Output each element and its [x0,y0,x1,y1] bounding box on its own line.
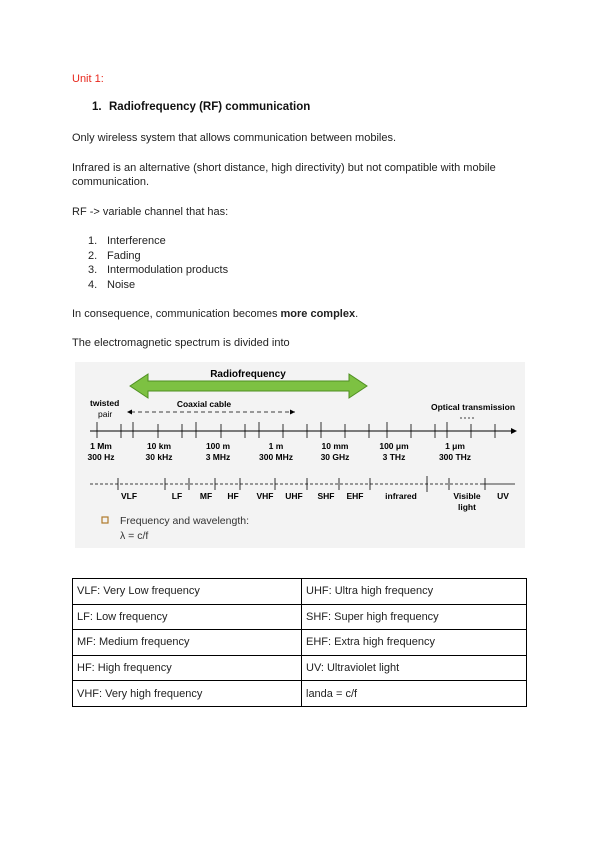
list-item: 4. Noise [88,279,136,292]
band-label: VHF [256,491,274,501]
section-heading [92,101,310,113]
list-item: 1. Interference [88,235,166,247]
note-title: Frequency and wavelength: [120,515,249,527]
band-label: UHF [285,491,303,501]
paragraph-consequence: In consequence, communication becomes more complex. [72,308,359,320]
table-cell: VLF: Very Low frequency [73,579,302,605]
twisted-label: twisted [90,398,120,408]
table-cell: VHF: Very high frequency [73,681,302,707]
note-formula: λ = c/f [120,530,149,542]
section-title: Radiofrequency (RF) communication [109,101,311,113]
paragraph-spectrum-intro: The electromagnetic spectrum is divided into [72,337,290,349]
tick-wavelength: 10 mm [321,441,349,451]
table-row [73,681,527,707]
tick-frequency: 3 MHz [205,452,231,462]
table-cell: UV: Ultraviolet light [302,655,527,681]
channel-issues-list [88,234,228,293]
tick-wavelength: 1 μm [445,441,465,451]
visible-label: Visible [453,491,481,501]
table-row [73,579,527,605]
radiofrequency-label: Radiofrequency [210,369,286,380]
band-label: VLF [120,491,138,501]
band-label: SHF [317,491,335,501]
tick-wavelength: 10 km [146,441,172,451]
band-label: infrared [385,491,417,501]
table-cell: HF: High frequency [73,655,302,681]
table-cell: UHF: Ultra high frequency [302,579,527,605]
table-row [73,630,527,656]
table-cell: EHF: Extra high frequency [302,630,527,656]
tick-frequency: 300 MHz [258,452,294,462]
table-cell: MF: Medium frequency [73,630,302,656]
paragraph-infrared: Infrared is an alternative (short distance, high directivity) but not compatible with mobile communication. [72,162,496,188]
tick-frequency: 30 kHz [145,452,173,462]
section-number: 1. [92,101,102,113]
frequency-table [72,578,527,707]
tick-wavelength: 100 m [205,441,231,451]
tick-frequency: 30 GHz [320,452,350,462]
list-item: 2. Fading [88,249,141,262]
tick-wavelength: 100 μm [379,441,409,451]
unit-label: Unit 1: [72,73,104,85]
table-row [73,655,527,681]
table-row [73,604,527,630]
tick-wavelength: 1 Mm [90,441,112,451]
tick-frequency: 300 THz [438,452,472,462]
band-label: EHF [346,491,364,501]
tick-wavelength: 1 m [268,441,284,451]
light-label: light [458,502,476,512]
band-label: LF [171,491,183,501]
table-cell: LF: Low frequency [73,604,302,630]
paragraph-wireless: Only wireless system that allows communication between mobiles. [72,132,397,144]
table-cell: landa = c/f [302,681,527,707]
table-cell: SHF: Super high frequency [302,604,527,630]
optical-label: Optical transmission [430,402,516,412]
emphasis-more-complex: more complex [280,308,356,320]
paragraph-rf-channel: RF -> variable channel that has: [72,206,229,218]
spectrum-figure [75,362,525,548]
uv-label: UV [497,491,509,501]
band-label: MF [199,491,213,501]
pair-label: pair [98,409,113,419]
tick-frequency: 300 Hz [87,452,115,462]
list-item: 3. Intermodulation products [88,264,229,277]
coaxial-label: Coaxial cable [176,399,232,409]
tick-frequency: 3 THz [382,452,406,462]
band-label: HF [227,491,239,501]
